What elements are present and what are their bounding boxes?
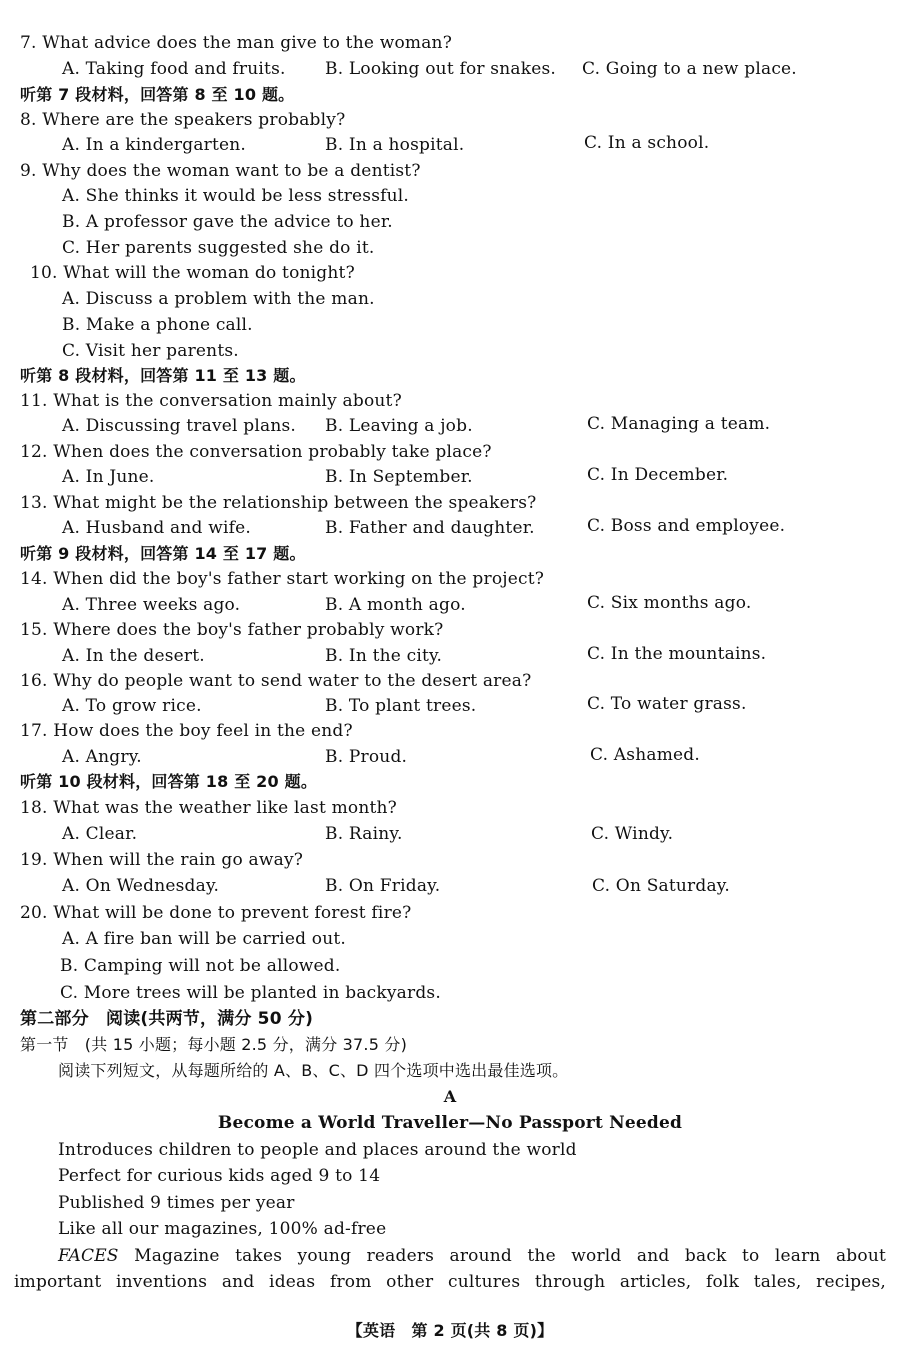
question-16-stem: 16. Why do people want to send water to the desert area? bbox=[20, 671, 532, 691]
question-8-option-c: C. In a school. bbox=[584, 133, 710, 153]
question-12-option-c: C. In December. bbox=[587, 465, 729, 485]
question-7-option-b: B. Looking out for snakes. bbox=[325, 59, 557, 79]
part-two-heading: 第二部分 阅读(共两节，满分 50 分) bbox=[20, 1009, 314, 1029]
question-14-option-b: B. A month ago. bbox=[325, 595, 466, 615]
question-20-option-c: C. More trees will be planted in backyards. bbox=[60, 983, 441, 1003]
question-9-stem: 9. Why does the woman want to be a dentist? bbox=[20, 161, 421, 181]
section-instruction-10: 听第 10 段材料，回答第 18 至 20 题。 bbox=[20, 772, 318, 791]
bullet-line-4: Like all our magazines, 100% ad-free bbox=[58, 1219, 387, 1239]
question-18-option-c: C. Windy. bbox=[591, 824, 674, 844]
section-one-heading: 第一节 (共 15 小题；每小题 2.5 分，满分 37.5 分) bbox=[20, 1035, 408, 1054]
question-7-stem: 7. What advice does the man give to the woman? bbox=[20, 33, 453, 53]
question-11-option-b: B. Leaving a job. bbox=[325, 416, 473, 436]
question-12-option-a: A. In June. bbox=[62, 467, 155, 487]
question-8-stem: 8. Where are the speakers probably? bbox=[20, 110, 346, 130]
question-12-option-b: B. In September. bbox=[325, 467, 473, 487]
question-20-option-b: B. Camping will not be allowed. bbox=[60, 956, 341, 976]
question-17-option-b: B. Proud. bbox=[325, 747, 408, 767]
question-8-option-a: A. In a kindergarten. bbox=[62, 135, 247, 155]
paragraph-line-1: FACES Magazine takes young readers around the world and back to learn about bbox=[58, 1246, 886, 1266]
question-16-option-b: B. To plant trees. bbox=[325, 696, 477, 716]
question-17-stem: 17. How does the boy feel in the end? bbox=[20, 721, 353, 741]
question-15-option-b: B. In the city. bbox=[325, 646, 443, 666]
question-10-option-c: C. Visit her parents. bbox=[62, 341, 239, 361]
paragraph-line-2: important inventions and ideas from other cultures through articles, folk tales, recipes, bbox=[14, 1272, 886, 1292]
question-10-stem: 10. What will the woman do tonight? bbox=[30, 263, 355, 283]
question-11-option-c: C. Managing a team. bbox=[587, 414, 771, 434]
question-14-stem: 14. When did the boy's father start working on the project? bbox=[20, 569, 545, 589]
section-instruction-8: 听第 8 段材料，回答第 11 至 13 题。 bbox=[20, 366, 306, 385]
question-20-option-a: A. A fire ban will be carried out. bbox=[62, 929, 346, 949]
question-15-option-a: A. In the desert. bbox=[62, 646, 205, 666]
question-11-option-a: A. Discussing travel plans. bbox=[62, 416, 296, 436]
question-7-option-a: A. Taking food and fruits. bbox=[62, 59, 286, 79]
reading-instruction: 阅读下列短文，从每题所给的 A、B、C、D 四个选项中选出最佳选项。 bbox=[58, 1061, 569, 1080]
question-12-stem: 12. When does the conversation probably take place? bbox=[20, 442, 492, 462]
question-9-option-b: B. A professor gave the advice to her. bbox=[62, 212, 393, 232]
question-13-option-c: C. Boss and employee. bbox=[587, 516, 786, 536]
question-9-option-c: C. Her parents suggested she do it. bbox=[62, 238, 375, 258]
question-19-option-a: A. On Wednesday. bbox=[62, 876, 220, 896]
question-17-option-a: A. Angry. bbox=[62, 747, 142, 767]
question-10-option-a: A. Discuss a problem with the man. bbox=[62, 289, 375, 309]
question-18-option-a: A. Clear. bbox=[62, 824, 138, 844]
question-14-option-a: A. Three weeks ago. bbox=[62, 595, 241, 615]
question-15-option-c: C. In the mountains. bbox=[587, 644, 767, 664]
question-18-stem: 18. What was the weather like last month? bbox=[20, 798, 397, 818]
question-13-stem: 13. What might be the relationship between the speakers? bbox=[20, 493, 537, 513]
question-16-option-a: A. To grow rice. bbox=[62, 696, 202, 716]
passage-letter: A bbox=[443, 1087, 457, 1106]
section-instruction-9: 听第 9 段材料，回答第 14 至 17 题。 bbox=[20, 544, 306, 563]
question-20-stem: 20. What will be done to prevent forest fire? bbox=[20, 903, 412, 923]
section-instruction-7: 听第 7 段材料，回答第 8 至 10 题。 bbox=[20, 85, 295, 104]
question-19-option-c: C. On Saturday. bbox=[592, 876, 730, 896]
page-footer: 【英语 第 2 页(共 8 页)】 bbox=[346, 1321, 554, 1340]
question-17-option-c: C. Ashamed. bbox=[590, 745, 700, 765]
passage-title: Become a World Traveller—No Passport Needed bbox=[217, 1113, 683, 1133]
question-14-option-c: C. Six months ago. bbox=[587, 593, 752, 613]
question-16-option-c: C. To water grass. bbox=[587, 694, 747, 714]
question-7-option-c: C. Going to a new place. bbox=[582, 59, 797, 79]
question-13-option-a: A. Husband and wife. bbox=[62, 518, 251, 538]
question-11-stem: 11. What is the conversation mainly about? bbox=[20, 391, 402, 411]
bullet-line-2: Perfect for curious kids aged 9 to 14 bbox=[58, 1166, 381, 1186]
question-15-stem: 15. Where does the boy's father probably work? bbox=[20, 620, 444, 640]
magazine-name: FACES bbox=[58, 1246, 119, 1266]
bullet-line-3: Published 9 times per year bbox=[58, 1193, 295, 1213]
question-18-option-b: B. Rainy. bbox=[325, 824, 403, 844]
bullet-line-1: Introduces children to people and places around the world bbox=[58, 1140, 577, 1160]
question-13-option-b: B. Father and daughter. bbox=[325, 518, 535, 538]
question-9-option-a: A. She thinks it would be less stressful. bbox=[62, 186, 410, 206]
question-10-option-b: B. Make a phone call. bbox=[62, 315, 253, 335]
question-8-option-b: B. In a hospital. bbox=[325, 135, 465, 155]
question-19-stem: 19. When will the rain go away? bbox=[20, 850, 304, 870]
question-19-option-b: B. On Friday. bbox=[325, 876, 441, 896]
